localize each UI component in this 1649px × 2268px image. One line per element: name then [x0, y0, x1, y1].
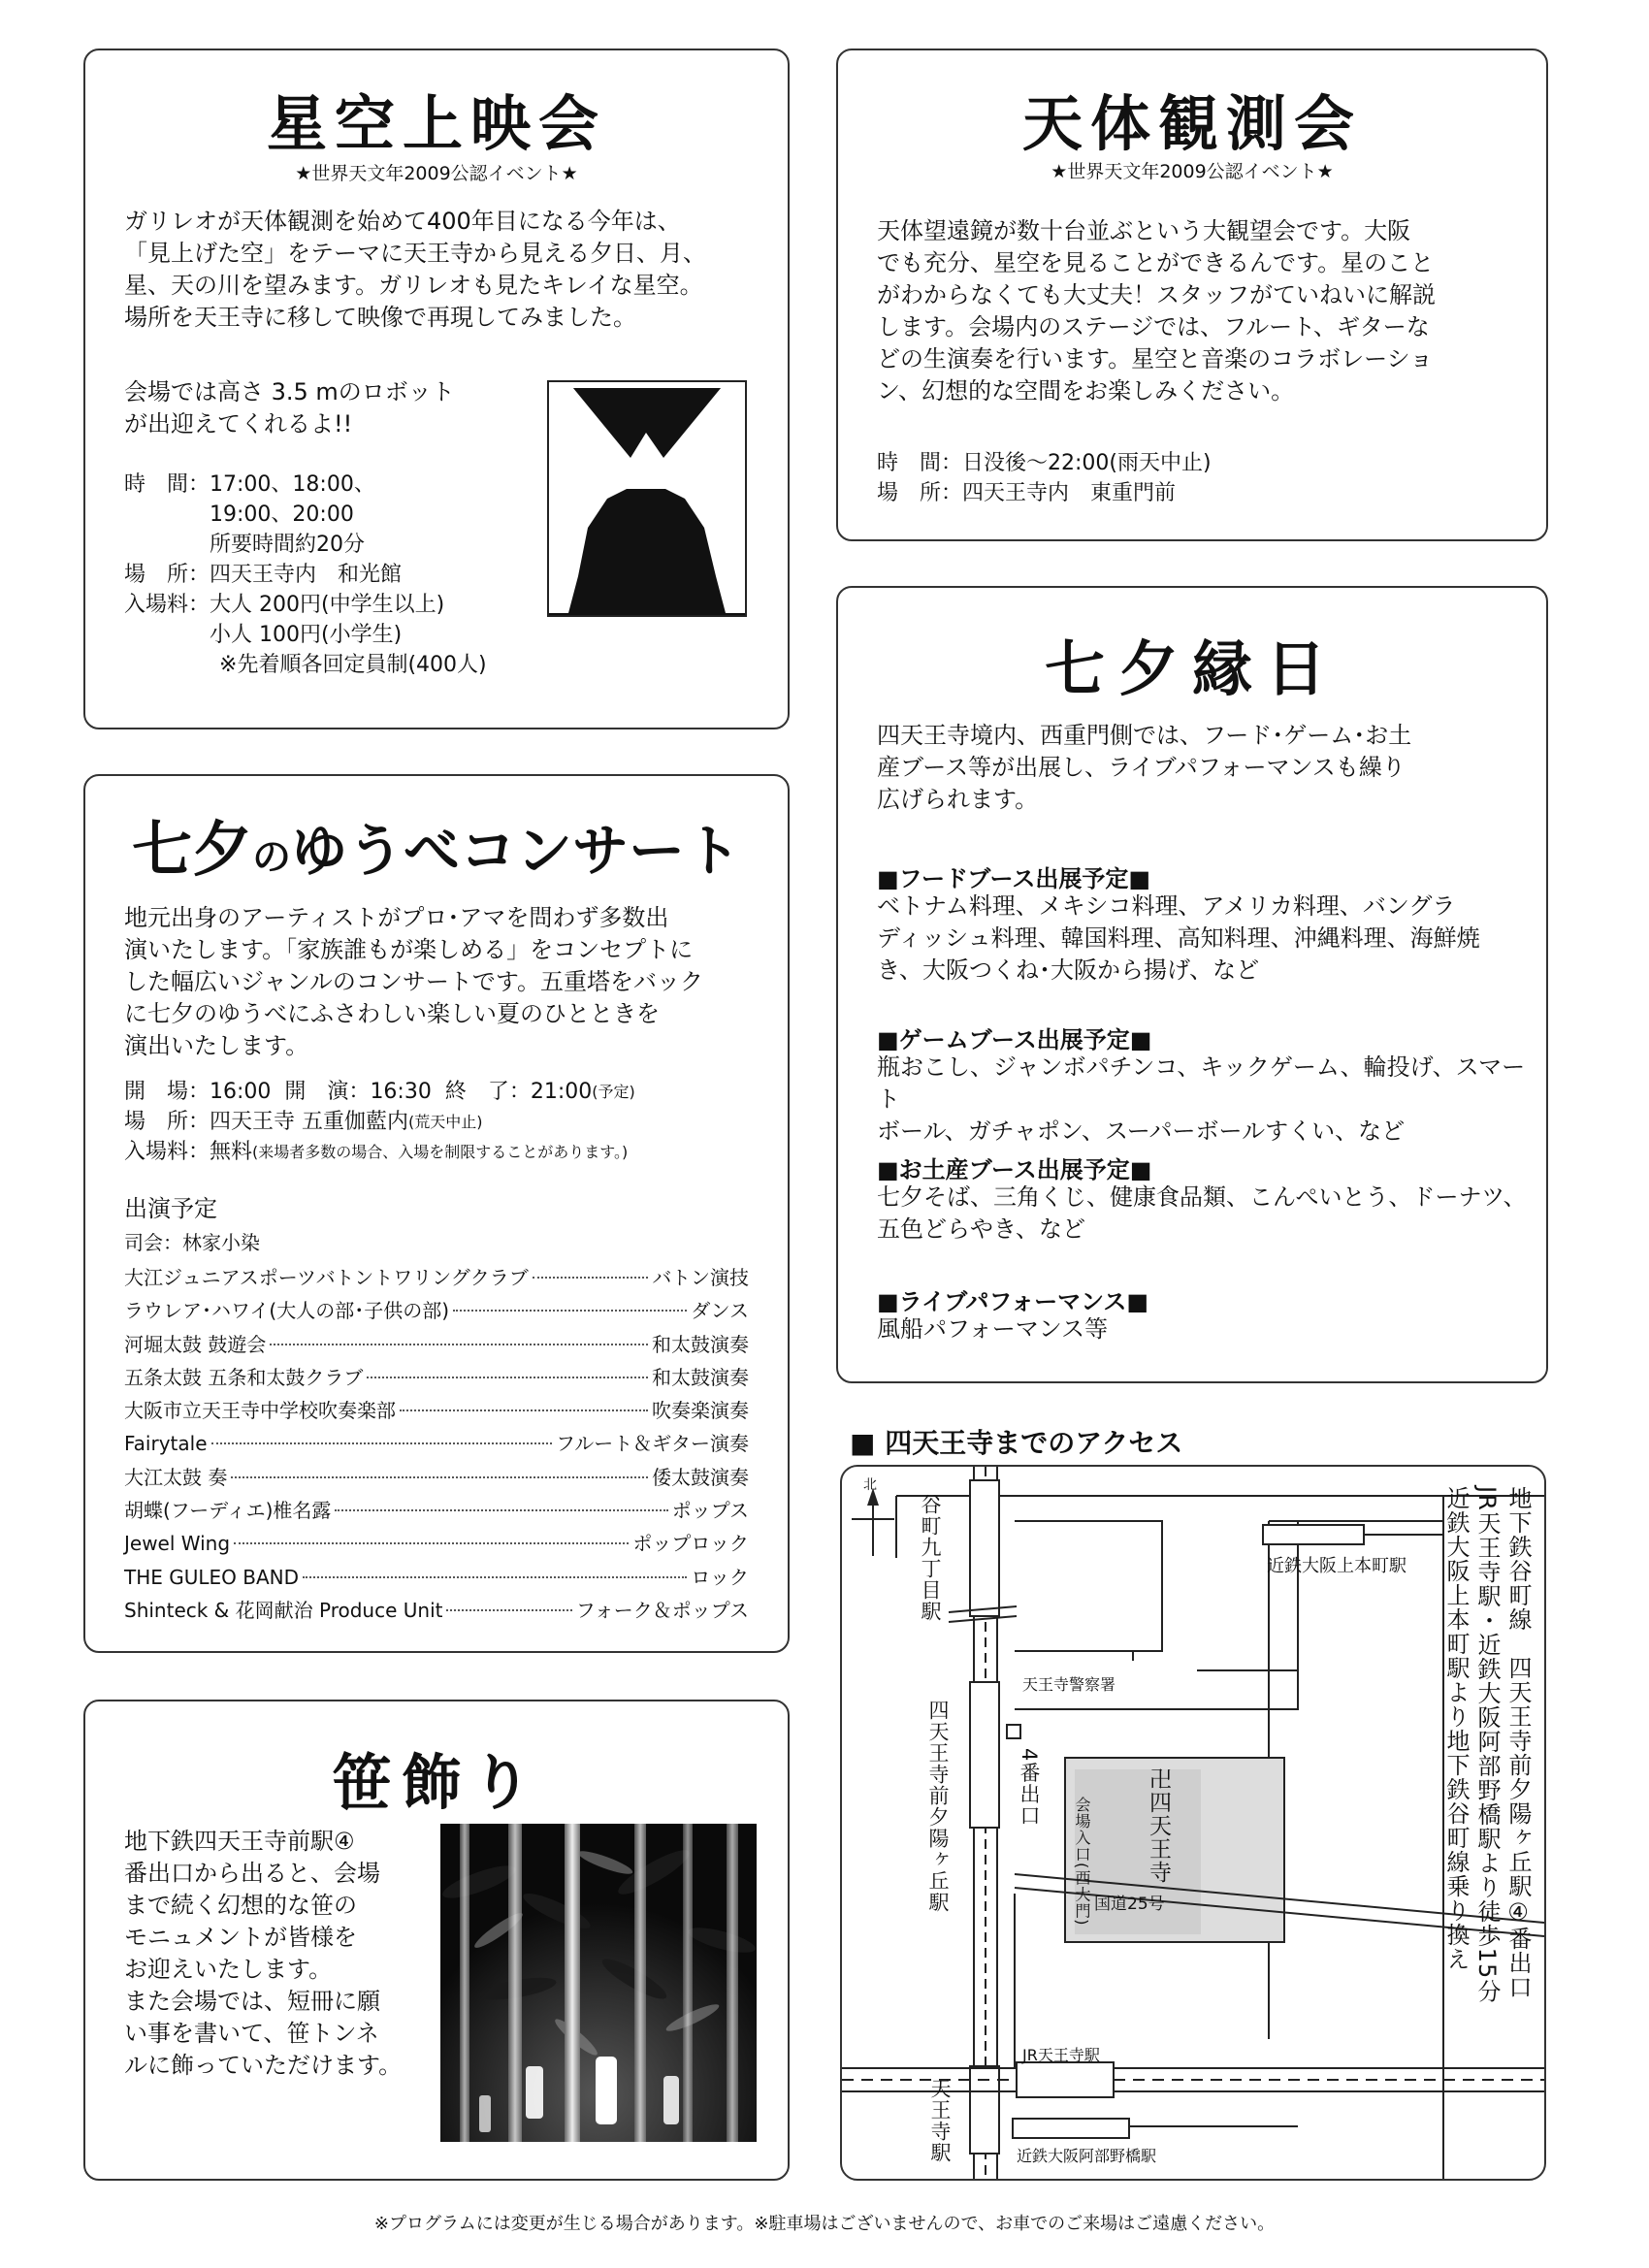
performer-row — [124, 1461, 749, 1494]
description-line: ガリレオが天体観測を始めて400年目になる今年は、 — [124, 208, 681, 235]
ennichi-title: 七夕縁日 — [1044, 633, 1340, 704]
fee-value: 無料 — [210, 1140, 253, 1164]
performer-row — [124, 1561, 749, 1594]
robot-note — [124, 376, 455, 440]
observation-details — [877, 448, 1212, 508]
list-line: ベトナム料理、メキシコ料理、アメリカ料理、バングラ — [877, 892, 1456, 920]
start-label: 開 演： — [284, 1080, 371, 1104]
live-performance-heading: ■ライブパフォーマンス■ — [877, 1288, 1149, 1315]
access-direction-3: 近鉄大阪上本町駅より地下鉄谷町線乗り換え — [1442, 1486, 1470, 1971]
concert-title-part: の — [252, 835, 291, 880]
temple-label: 卍四天王寺 — [1146, 1767, 1171, 1884]
robot-line: が出迎えてくれるよ!! — [124, 410, 353, 437]
sasa-title: 笹飾り — [331, 1747, 541, 1818]
venue-entrance-label: 会場入口(西大門) — [1073, 1797, 1091, 1927]
performer-role: フォーク＆ポップス — [575, 1598, 749, 1622]
description-line: がわからなくても大丈夫！スタッフがていねいに解説 — [877, 281, 1436, 308]
north-label: 北 — [863, 1477, 877, 1493]
description-line: 演出いたします。 — [124, 1032, 309, 1059]
list-line: き、大阪つくね･大阪から揚げ、など — [877, 956, 1260, 984]
leader-dots — [533, 1277, 649, 1279]
end-label: 終 了： — [444, 1080, 531, 1104]
description-line: した幅広いジャンルのコンサートです。五重塔をバック — [124, 968, 703, 995]
fee-value: 大人 200円(中学生以上) — [210, 593, 445, 617]
performer-role: バトン演技 — [652, 1266, 749, 1289]
concert-title — [85, 801, 788, 888]
time-label: 時 間： — [877, 451, 963, 475]
mc: 司会：林家小染 — [124, 1231, 260, 1254]
intro-line: 広げられます。 — [877, 786, 1039, 813]
place-label: 場 所： — [124, 1110, 210, 1134]
description-line: 場所を天王寺に移して映像で再現してみました。 — [124, 304, 636, 331]
performer-row — [124, 1427, 749, 1460]
description-line: 星、天の川を望みます。ガリレオも見たキレイな星空。 — [124, 272, 703, 299]
performer-row — [124, 1294, 749, 1327]
concert-title-part: ゆうべコンサート — [291, 818, 742, 884]
performer-role: 和太鼓演奏 — [652, 1332, 749, 1356]
place-label: 場 所： — [124, 563, 210, 587]
list-line: ディッシュ料理、韓国料理、高知料理、沖縄料理、海鮮焼 — [877, 924, 1480, 952]
exit4-label: 4番出口 — [1018, 1748, 1041, 1827]
souvenir-booth-heading: ■お土産ブース出展予定■ — [877, 1156, 1152, 1183]
performer-list — [124, 1261, 749, 1627]
intro-line: 産ブース等が出展し、ライブパフォーマンスも繰り — [877, 754, 1406, 781]
concert-section — [83, 774, 790, 1653]
jr-tennoji-label: JR天王寺駅 — [1022, 2046, 1100, 2064]
robot-silhouette-image — [547, 380, 747, 617]
route25-label: 国道25号 — [1094, 1895, 1165, 1914]
leader-dots — [446, 1609, 571, 1611]
description-line: また会場では、短冊に願 — [124, 1988, 380, 2015]
performer-name: 河堀太鼓 鼓遊会 — [124, 1332, 267, 1356]
time-value: 日没後～22:00(雨天中止) — [962, 451, 1212, 475]
shitennojimae-station-label: 四天王寺前夕陽ヶ丘駅 — [926, 1700, 950, 1913]
list-line: 風船パフォーマンス等 — [877, 1315, 1109, 1343]
concert-description — [124, 902, 703, 1062]
performer-name: 大阪市立天王寺中学校吹奏楽部 — [124, 1399, 396, 1423]
performer-name: ラウレア･ハワイ(大人の部･子供の部) — [124, 1299, 450, 1323]
time-value: 所要時間約20分 — [210, 533, 366, 557]
leader-dots — [234, 1542, 629, 1544]
access-map — [840, 1465, 1546, 2181]
performer-row — [124, 1328, 749, 1361]
observation-section — [836, 49, 1548, 541]
place-label: 場 所： — [877, 481, 963, 505]
planetarium-details — [124, 470, 487, 680]
tanimachi-station-label: 谷町九丁目駅 — [919, 1494, 942, 1622]
live-performance-list — [877, 1313, 1108, 1345]
performer-role: ダンス — [691, 1299, 749, 1323]
leader-dots — [231, 1476, 648, 1478]
leader-dots — [367, 1377, 648, 1378]
access-direction-1: 地下鉄谷町線 四天王寺前夕陽ヶ丘駅④番出口 — [1504, 1486, 1532, 1999]
performer-name: 大江ジュニアスポーツバトントワリングクラブ — [124, 1266, 529, 1289]
leader-dots — [453, 1310, 687, 1312]
performer-name: 大江太鼓 奏 — [124, 1465, 228, 1489]
sasa-section — [83, 1700, 790, 2181]
time-label: 時 間： — [124, 472, 210, 497]
description-line: ン、幻想的な空間をお楽しみください。 — [877, 377, 1295, 405]
observation-description — [877, 215, 1436, 407]
description-line: 天体望遠鏡が数十台並ぶという大観望会です。大阪 — [877, 217, 1411, 244]
list-line: 七夕そば、三角くじ、健康食品類、こんぺいとう、ドーナツ、 — [877, 1183, 1527, 1211]
planetarium-title: 星空上映会 — [266, 88, 606, 159]
leader-dots — [335, 1509, 667, 1511]
bamboo-photo-image — [440, 1824, 757, 2142]
kintetsu-uehommachi-label: 近鉄大阪上本町駅 — [1267, 1556, 1406, 1576]
food-booth-list — [877, 891, 1480, 987]
open-label: 開 場： — [124, 1080, 210, 1104]
place-value: 四天王寺内 東重門前 — [962, 481, 1177, 505]
open-time: 16:00 — [210, 1080, 272, 1104]
fee-label: 入場料： — [124, 593, 210, 617]
planetarium-subtitle: ★世界天文年2009公認イベント★ — [295, 163, 578, 184]
performer-role: 倭太鼓演奏 — [652, 1465, 749, 1489]
performer-role: ポップス — [671, 1499, 749, 1523]
fee-note: (来場者多数の場合、入場を制限することがあります。) — [252, 1143, 629, 1161]
description-line: 地下鉄四天王寺前駅④ — [124, 1828, 355, 1855]
performer-role: 和太鼓演奏 — [652, 1365, 749, 1389]
performer-role: ロック — [691, 1565, 749, 1589]
tennoji-station-label: 天王寺駅 — [928, 2078, 952, 2163]
leader-dots — [270, 1344, 648, 1345]
footer-note: ※プログラムには変更が生じる場合があります。※駐車場はございませんので、お車でのご来場はご遠慮ください。 — [373, 2214, 1276, 2234]
planetarium-section — [83, 49, 790, 729]
kintetsu-abeno-label: 近鉄大阪阿部野橋駅 — [1017, 2147, 1157, 2165]
performer-name: Fairytale — [124, 1432, 208, 1456]
access-heading: ■ 四天王寺までのアクセス — [850, 1427, 1183, 1459]
leader-dots — [400, 1409, 648, 1411]
performers-title: 出演予定 — [124, 1195, 217, 1222]
description-line: まで続く幻想的な笹の — [124, 1892, 357, 1919]
description-line: ルに飾っていただけます。 — [124, 2052, 403, 2079]
list-line: 五色どらやき、など — [877, 1215, 1086, 1243]
place-note: (荒天中止) — [408, 1113, 483, 1131]
performer-name: Jewel Wing — [124, 1532, 231, 1556]
performer-name: Shinteck & 花岡献治 Produce Unit — [124, 1598, 443, 1622]
time-value: 19:00、20:00 — [210, 502, 354, 527]
performer-row — [124, 1394, 749, 1427]
sasa-description — [124, 1826, 402, 2082]
performer-role: ポップロック — [632, 1532, 749, 1556]
performer-name: THE GULEO BAND — [124, 1565, 300, 1589]
game-booth-list — [877, 1052, 1546, 1148]
performer-row — [124, 1527, 749, 1560]
performer-row — [124, 1594, 749, 1627]
concert-title-part: 七夕 — [131, 814, 252, 885]
end-time: 21:00 — [530, 1080, 593, 1104]
description-line: でも充分、星空を見ることができるんです。星のこと — [877, 249, 1435, 276]
observation-title: 天体観測会 — [1021, 88, 1362, 159]
place-value: 四天王寺内 和光館 — [210, 563, 403, 587]
performer-row — [124, 1261, 749, 1294]
description-line: 「見上げた空」をテーマに天王寺から見える夕日、月、 — [124, 240, 706, 267]
leader-dots — [211, 1442, 553, 1444]
robot-line: 会場では高さ 3.5 mのロボット — [124, 378, 455, 405]
food-booth-heading: ■フードブース出展予定■ — [877, 865, 1150, 892]
fee-value: ※先着順各回定員制(400人) — [219, 653, 487, 677]
performer-row — [124, 1361, 749, 1394]
police-station-label: 天王寺警察署 — [1022, 1675, 1116, 1694]
leader-dots — [303, 1576, 687, 1578]
performer-row — [124, 1494, 749, 1527]
souvenir-booth-list — [877, 1182, 1527, 1246]
fee-value: 小人 100円(小学生) — [210, 623, 403, 647]
description-line: に七夕のゆうべにふさわしい楽しい夏のひとときを — [124, 1000, 660, 1027]
description-line: します。会場内のステージでは、フルート、ギターな — [877, 313, 1430, 340]
start-time: 16:30 — [370, 1080, 432, 1104]
time-value: 17:00、18:00、 — [210, 472, 375, 497]
planetarium-description — [124, 206, 706, 334]
performer-role: 吹奏楽演奏 — [652, 1399, 749, 1423]
description-line: お迎えいたします。 — [124, 1956, 333, 1983]
description-line: 番出口から出ると、会場 — [124, 1860, 380, 1887]
concert-details — [124, 1077, 635, 1167]
place-value: 四天王寺 五重伽藍内 — [210, 1110, 409, 1134]
ennichi-intro — [877, 720, 1411, 816]
description-line: どの生演奏を行います。星空と音楽のコラボレーショ — [877, 345, 1434, 373]
description-line: モニュメントが皆様を — [124, 1924, 357, 1951]
access-direction-2: JR天王寺駅・近鉄大阪阿部野橋駅より徒歩15分 — [1473, 1486, 1501, 2004]
performer-name: 胡蝶(フーディエ)椎名露 — [124, 1499, 332, 1523]
performer-name: 五条太鼓 五条和太鼓クラブ — [124, 1365, 364, 1389]
fee-label: 入場料： — [124, 1140, 210, 1164]
ennichi-section — [836, 586, 1548, 1383]
description-line: 演いたします。「家族誰もが楽しめる」をコンセプトに — [124, 936, 694, 963]
list-line: ボール、ガチャポン、スーパーボールすくい、など — [877, 1118, 1406, 1145]
game-booth-heading: ■ゲームブース出展予定■ — [877, 1026, 1152, 1053]
end-note: (予定) — [592, 1083, 635, 1101]
description-line: 地元出身のアーティストがプロ･アマを問わず多数出 — [124, 904, 669, 931]
intro-line: 四天王寺境内、西重門側では、フード･ゲーム･お土 — [877, 722, 1412, 749]
observation-subtitle: ★世界天文年2009公認イベント★ — [1051, 161, 1334, 182]
performer-role: フルート＆ギター演奏 — [556, 1432, 749, 1456]
list-line: 瓶おこし、ジャンボパチンコ、キックゲーム、輪投げ、スマート — [877, 1053, 1526, 1113]
description-line: い事を書いて、笹トンネ — [124, 2020, 379, 2047]
